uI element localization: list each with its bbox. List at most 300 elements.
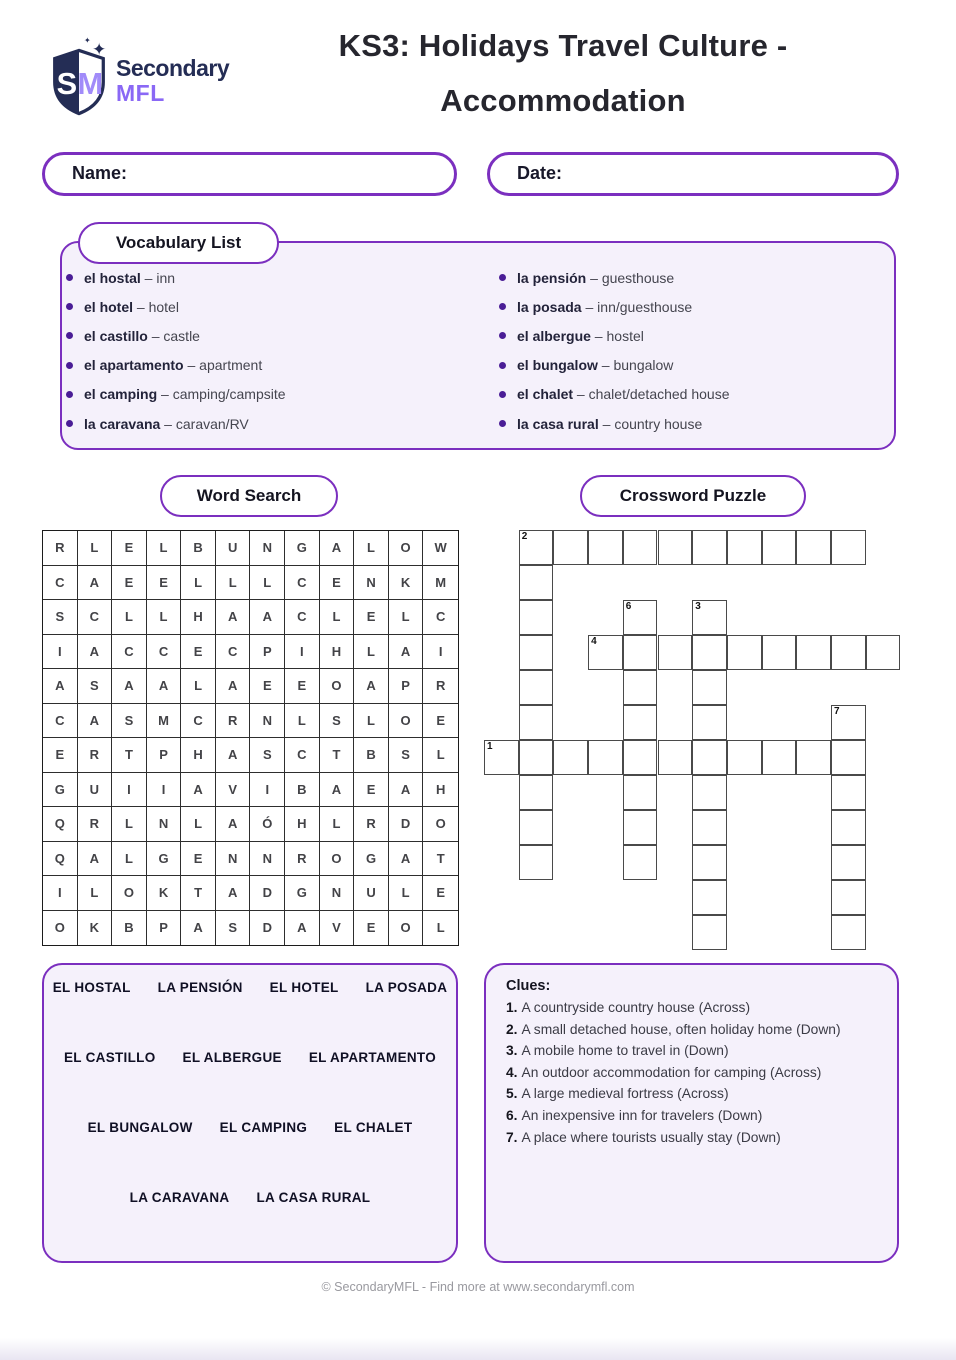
crossword-number: 7 [834, 706, 840, 717]
word-search-cell[interactable]: E [112, 531, 147, 566]
clues-box [484, 963, 899, 1263]
vocab-term: el hotel [84, 298, 134, 315]
crossword-cell[interactable] [553, 740, 588, 775]
word-search-cell[interactable]: V [320, 911, 355, 946]
crossword-cell[interactable] [727, 635, 762, 670]
clue-item [506, 1083, 877, 1105]
word-search-cell[interactable]: L [423, 738, 458, 773]
crossword-cell[interactable] [866, 635, 901, 670]
vocab-term: el camping [84, 386, 158, 403]
word-search-cell[interactable]: A [43, 669, 78, 704]
vocab-definition: inn/guesthouse [597, 298, 693, 315]
crossword-cell[interactable] [727, 740, 762, 775]
word-search-cell[interactable]: S [43, 600, 78, 635]
word-search-cell[interactable]: L [354, 704, 389, 739]
word-list-word: EL CAMPING [219, 1119, 308, 1135]
crossword-cell[interactable] [831, 530, 866, 565]
crossword-cell[interactable] [692, 915, 727, 950]
clue-item [506, 1019, 877, 1041]
name-field[interactable] [42, 152, 457, 196]
word-search-cell[interactable]: A [78, 842, 113, 877]
word-search-cell[interactable]: O [389, 531, 424, 566]
word-search-cell[interactable]: L [181, 566, 216, 601]
crossword-cell[interactable] [831, 740, 866, 775]
crossword-cell[interactable] [692, 600, 727, 635]
word-search-cell[interactable]: C [43, 704, 78, 739]
bullet-icon [499, 303, 506, 310]
word-search-cell[interactable]: A [354, 669, 389, 704]
date-field[interactable] [487, 152, 899, 196]
word-search-cell[interactable]: P [147, 911, 182, 946]
crossword-cell[interactable] [658, 635, 693, 670]
word-search-cell[interactable]: H [423, 773, 458, 808]
word-search-cell[interactable]: D [389, 807, 424, 842]
word-search-cell[interactable]: L [216, 566, 251, 601]
word-search-cell[interactable]: E [423, 704, 458, 739]
word-search-cell[interactable]: H [285, 807, 320, 842]
word-search-cell[interactable]: E [43, 738, 78, 773]
word-search-cell[interactable]: M [423, 566, 458, 601]
word-search-cell[interactable]: A [78, 566, 113, 601]
word-search-cell[interactable]: O [320, 842, 355, 877]
vocab-item [66, 380, 466, 409]
vocab-definition: guesthouse [601, 269, 675, 286]
word-search-cell[interactable]: R [354, 807, 389, 842]
word-search-cell[interactable]: O [389, 911, 424, 946]
word-search-cell[interactable]: C [285, 600, 320, 635]
bullet-icon [499, 274, 506, 281]
word-search-cell[interactable]: I [285, 635, 320, 670]
vocab-definition: castle [163, 327, 200, 344]
word-search-cell[interactable]: I [423, 635, 458, 670]
crossword-cell[interactable] [692, 810, 727, 845]
crossword-cell[interactable] [796, 530, 831, 565]
brand-secondary: MFL [116, 80, 165, 106]
crossword-cell[interactable] [692, 880, 727, 915]
clue-item [506, 1040, 877, 1062]
bullet-icon [66, 332, 73, 339]
word-search-cell[interactable]: I [112, 773, 147, 808]
bottom-accent-strip [0, 1338, 956, 1360]
word-search-cell[interactable]: V [216, 773, 251, 808]
crossword-cell[interactable] [519, 705, 554, 740]
word-search-cell[interactable]: Ó [250, 807, 285, 842]
crossword-cell[interactable] [623, 670, 658, 705]
clue-number: 3. [506, 1043, 518, 1059]
word-search-cell[interactable]: S [216, 911, 251, 946]
crossword-cell[interactable] [658, 530, 693, 565]
word-search-cell[interactable]: T [112, 738, 147, 773]
word-search-cell[interactable]: N [320, 876, 355, 911]
word-search-cell[interactable]: O [112, 876, 147, 911]
clue-item [506, 997, 877, 1019]
bullet-icon [66, 391, 73, 398]
crossword-cell[interactable] [692, 775, 727, 810]
vocab-definition: chalet/detached house [588, 386, 730, 403]
word-search-cell[interactable]: E [354, 911, 389, 946]
sparkle-small-icon: ✦ [84, 36, 91, 45]
vocab-separator: – [598, 415, 615, 432]
crossword-number: 6 [625, 601, 632, 612]
word-search-cell[interactable]: A [216, 738, 251, 773]
crossword-cell[interactable] [623, 705, 658, 740]
bullet-icon [66, 303, 73, 310]
word-search-cell[interactable]: L [389, 876, 424, 911]
word-list-row [44, 971, 456, 1003]
crossword-cell[interactable] [692, 530, 727, 565]
word-search-cell[interactable]: A [285, 911, 320, 946]
word-search-cell[interactable]: T [423, 842, 458, 877]
word-search-cell[interactable]: D [250, 911, 285, 946]
crossword-cell[interactable] [658, 740, 693, 775]
word-search-cell[interactable]: E [181, 842, 216, 877]
clue-number: 4. [506, 1064, 518, 1080]
crossword-cell[interactable] [484, 740, 519, 775]
clue-number: 1. [506, 1000, 518, 1015]
word-search-cell[interactable]: L [181, 669, 216, 704]
word-search-cell[interactable]: R [216, 704, 251, 739]
word-search-cell[interactable]: N [216, 842, 251, 877]
word-search-cell[interactable]: C [285, 566, 320, 601]
clue-number: 5. [506, 1086, 518, 1102]
word-search-cell[interactable]: E [423, 876, 458, 911]
word-search-cell[interactable]: O [320, 669, 355, 704]
crossword-cell[interactable] [623, 600, 658, 635]
crossword-cell[interactable] [623, 530, 658, 565]
crossword-cell[interactable] [519, 530, 554, 565]
clue-number: 6. [506, 1107, 518, 1123]
word-search-cell[interactable]: A [216, 669, 251, 704]
word-list-word: EL CASTILLO [63, 1049, 156, 1065]
word-search-cell[interactable]: I [43, 876, 78, 911]
word-search-cell[interactable]: K [78, 911, 113, 946]
clue-item [506, 1062, 877, 1084]
word-search-cell[interactable]: C [147, 635, 182, 670]
vocab-separator: – [590, 327, 607, 344]
word-search-cell[interactable]: H [181, 738, 216, 773]
word-list-word: LA CASA RURAL [256, 1189, 371, 1205]
crossword-cell[interactable] [692, 845, 727, 880]
vocab-definition: bungalow [613, 357, 674, 374]
word-search-cell[interactable]: L [112, 807, 147, 842]
word-search-cell[interactable]: E [112, 566, 147, 601]
clue-text: A place where tourists usually stay (Down) [521, 1129, 781, 1145]
crossword-cell[interactable] [727, 530, 762, 565]
word-search-cell[interactable]: G [285, 876, 320, 911]
word-search-cell[interactable]: A [112, 669, 147, 704]
word-search-cell[interactable]: K [147, 876, 182, 911]
crossword-cell[interactable] [553, 530, 588, 565]
word-search-cell[interactable]: S [250, 738, 285, 773]
word-search-cell[interactable]: S [112, 704, 147, 739]
word-search-cell[interactable]: O [423, 807, 458, 842]
word-search-cell[interactable]: L [147, 531, 182, 566]
crossword-cell[interactable] [692, 635, 727, 670]
word-search-cell[interactable]: U [354, 876, 389, 911]
word-search-cell[interactable]: C [216, 635, 251, 670]
crossword-cell[interactable] [519, 635, 554, 670]
word-search-cell[interactable]: P [250, 635, 285, 670]
crossword-cell[interactable] [831, 810, 866, 845]
bullet-icon [66, 274, 73, 281]
word-list-row [44, 1041, 456, 1073]
word-search-cell[interactable]: U [78, 773, 113, 808]
word-search-cell[interactable]: A [147, 669, 182, 704]
word-search-cell[interactable]: R [423, 669, 458, 704]
clue-text: An outdoor accommodation for camping (Across) [521, 1064, 822, 1080]
vocab-item [499, 351, 899, 380]
word-search-cell[interactable]: W [423, 531, 458, 566]
bullet-icon [66, 362, 73, 369]
crossword-cell[interactable] [519, 775, 554, 810]
vocab-term: el castillo [84, 327, 148, 344]
svg-text:S: S [56, 66, 78, 102]
word-search-cell[interactable]: A [181, 911, 216, 946]
word-search-cell[interactable]: A [389, 773, 424, 808]
word-search-cell[interactable]: B [181, 531, 216, 566]
word-search-cell[interactable]: C [423, 600, 458, 635]
word-search-cell[interactable]: N [354, 566, 389, 601]
clues-heading: Clues: [506, 978, 551, 994]
crossword-cell[interactable] [762, 635, 797, 670]
word-search-cell[interactable]: A [181, 773, 216, 808]
clue-text: An inexpensive inn for travelers (Down) [521, 1107, 763, 1123]
word-list-word: LA CARAVANA [129, 1189, 230, 1205]
word-search-cell[interactable]: N [147, 807, 182, 842]
vocab-definition: inn [156, 269, 176, 286]
word-search-cell[interactable]: B [112, 911, 147, 946]
vocab-separator: – [573, 386, 589, 403]
word-list-row [44, 1181, 456, 1213]
word-search-cell[interactable]: B [354, 738, 389, 773]
vocabulary-heading: Vocabulary List [78, 222, 279, 264]
crossword-cell[interactable] [796, 635, 831, 670]
word-list-word: LA POSADA [365, 979, 448, 995]
vocab-separator: – [586, 269, 602, 286]
word-search-cell[interactable]: A [216, 807, 251, 842]
vocabulary-list-right [499, 263, 899, 438]
vocab-separator: – [597, 357, 614, 374]
clue-text: A mobile home to travel in (Down) [521, 1043, 729, 1059]
bullet-icon [499, 332, 506, 339]
word-search-cell[interactable]: E [147, 566, 182, 601]
crossword-cell[interactable] [519, 670, 554, 705]
crossword-cell[interactable] [831, 635, 866, 670]
crossword-cell[interactable] [692, 740, 727, 775]
word-search-cell[interactable]: A [216, 876, 251, 911]
word-search-cell[interactable]: A [78, 635, 113, 670]
word-search-cell[interactable]: G [354, 842, 389, 877]
crossword-cell[interactable] [519, 600, 554, 635]
word-search-cell[interactable]: R [78, 738, 113, 773]
page-title [230, 18, 896, 128]
word-list-word: EL HOTEL [269, 979, 339, 995]
word-search-cell[interactable]: G [43, 773, 78, 808]
brand-primary: Secondary [116, 55, 230, 81]
vocab-separator: – [581, 298, 598, 315]
crossword-cell[interactable] [796, 740, 831, 775]
crossword-grid [484, 530, 904, 950]
page-title-line2: Accommodation [440, 83, 686, 118]
word-search-cell[interactable]: A [389, 842, 424, 877]
clue-item [506, 1105, 877, 1127]
crossword-cell[interactable] [519, 810, 554, 845]
word-search-cell[interactable]: T [320, 738, 355, 773]
word-search-cell[interactable]: L [436, 920, 445, 936]
crossword-cell[interactable] [623, 810, 658, 845]
crossword-cell[interactable] [588, 635, 623, 670]
page-title-line1: KS3: Holidays Travel Culture - [338, 28, 788, 63]
word-search-cell[interactable]: L [181, 807, 216, 842]
crossword-cell[interactable] [831, 775, 866, 810]
word-search-cell[interactable]: E [181, 635, 216, 670]
word-search-cell[interactable]: Q [43, 842, 78, 877]
word-search-cell[interactable]: E [354, 600, 389, 635]
crossword-cell[interactable] [762, 740, 797, 775]
word-search-cell[interactable]: S [78, 669, 113, 704]
word-search-cell[interactable]: L [112, 842, 147, 877]
word-search-cell[interactable]: S [320, 704, 355, 739]
word-search-cell[interactable]: R [43, 531, 78, 566]
name-label: Name: [72, 163, 128, 183]
crossword-number: 4 [591, 636, 597, 647]
vocabulary-list-left [66, 263, 466, 438]
vocab-definition: apartment [199, 357, 263, 374]
word-search-cell[interactable]: H [320, 635, 355, 670]
word-search-cell[interactable]: I [250, 773, 285, 808]
crossword-cell[interactable] [831, 880, 866, 915]
word-search-cell[interactable]: C [181, 704, 216, 739]
word-list-word: EL HOSTAL [52, 979, 131, 995]
word-search-cell[interactable]: M [147, 704, 182, 739]
word-list-word: EL CHALET [334, 1119, 413, 1135]
word-search-cell[interactable]: Q [43, 807, 78, 842]
footer-text: © SecondaryMFL - Find more at www.secondarymfl.com [321, 1280, 635, 1294]
vocab-term: la pensión [517, 269, 587, 286]
word-search-cell[interactable]: L [78, 876, 113, 911]
crossword-cell[interactable] [762, 530, 797, 565]
crossword-cell[interactable] [692, 705, 727, 740]
word-search-cell[interactable]: L [285, 704, 320, 739]
word-list-word: EL BUNGALOW [87, 1119, 193, 1135]
word-search-cell[interactable]: I [147, 773, 182, 808]
word-search-cell[interactable]: C [43, 566, 78, 601]
vocab-separator: – [140, 269, 157, 286]
word-search-cell[interactable]: R [285, 842, 320, 877]
word-search-cell[interactable]: H [181, 600, 216, 635]
bullet-icon [499, 420, 506, 427]
vocab-separator: – [160, 415, 176, 432]
word-search-cell[interactable]: A [250, 600, 285, 635]
vocab-term: la casa rural [517, 415, 599, 432]
word-search-cell[interactable]: C [78, 600, 113, 635]
word-search-cell[interactable]: B [285, 773, 320, 808]
vocab-separator: – [157, 386, 173, 403]
crossword-number: 3 [695, 601, 701, 612]
word-search-cell[interactable]: L [147, 600, 182, 635]
word-search-cell[interactable]: U [216, 531, 251, 566]
word-search-cell[interactable]: G [147, 842, 182, 877]
word-search-cell[interactable]: E [285, 669, 320, 704]
word-search-cell[interactable]: S [389, 738, 424, 773]
date-label: Date: [517, 163, 563, 183]
vocab-definition: caravan/RV [175, 415, 249, 432]
vocab-term: la posada [517, 298, 582, 315]
crossword-cell[interactable] [519, 740, 554, 775]
vocab-term: el bungalow [517, 357, 598, 374]
word-search-cell[interactable]: L [354, 531, 389, 566]
word-search-cell[interactable]: I [43, 635, 78, 670]
word-list-word: LA PENSIÓN [157, 979, 243, 995]
crossword-cell[interactable] [831, 845, 866, 880]
word-search-cell[interactable]: E [250, 669, 285, 704]
word-search-cell[interactable]: A [389, 635, 424, 670]
crossword-cell[interactable] [623, 635, 658, 670]
crossword-cell[interactable] [623, 775, 658, 810]
word-search-cell[interactable]: N [250, 704, 285, 739]
word-search-cell[interactable]: P [389, 669, 424, 704]
sparkle-icon: ✦ [92, 40, 107, 59]
word-search-cell[interactable]: L [354, 635, 389, 670]
word-search-cell[interactable]: E [320, 566, 355, 601]
word-search-cell[interactable]: G [285, 531, 320, 566]
word-list-word: EL APARTAMENTO [308, 1049, 437, 1065]
crossword-cell[interactable] [831, 705, 866, 740]
word-search-cell[interactable]: L [320, 600, 355, 635]
crossword-number: 2 [521, 531, 528, 542]
vocab-definition: hotel [148, 298, 179, 315]
crossword-cell[interactable] [623, 845, 658, 880]
word-search-cell[interactable]: A [320, 773, 355, 808]
word-search-cell[interactable]: L [389, 600, 424, 635]
word-search-cell[interactable]: C [112, 635, 147, 670]
word-search-cell[interactable]: A [216, 600, 251, 635]
word-search-cell[interactable]: A [320, 531, 355, 566]
word-search-cell[interactable]: L [112, 600, 147, 635]
clue-text: A small detached house, often holiday home (Down) [521, 1021, 841, 1037]
word-search-cell[interactable]: C [285, 738, 320, 773]
word-search-cell[interactable]: N [250, 842, 285, 877]
word-search-cell[interactable]: D [250, 876, 285, 911]
crossword-cell[interactable] [831, 915, 866, 950]
word-search-cell[interactable]: K [389, 566, 424, 601]
word-search-cell[interactable]: T [181, 876, 216, 911]
bullet-icon [66, 420, 73, 427]
word-search-cell[interactable]: O [43, 911, 78, 946]
crossword-cell[interactable] [519, 565, 554, 600]
word-search-cell[interactable]: L [78, 531, 113, 566]
crossword-cell[interactable] [588, 530, 623, 565]
word-search-cell[interactable]: O [389, 704, 424, 739]
bullet-icon [499, 391, 506, 398]
crossword-cell[interactable] [519, 845, 554, 880]
crossword-number: 1 [487, 741, 493, 752]
word-search-cell[interactable]: E [354, 773, 389, 808]
vocab-item [499, 292, 899, 321]
word-search-cell[interactable]: N [250, 531, 285, 566]
word-search-cell[interactable]: L [320, 807, 355, 842]
word-search-cell[interactable]: L [250, 566, 285, 601]
brand-name [116, 56, 229, 106]
crossword-cell[interactable] [588, 740, 623, 775]
word-search-cell[interactable]: P [147, 738, 182, 773]
vocab-term: el chalet [517, 386, 574, 403]
crossword-cell[interactable] [692, 670, 727, 705]
vocab-term: el albergue [517, 327, 591, 344]
word-search-cell[interactable]: R [78, 807, 113, 842]
word-search-cell[interactable]: A [78, 704, 113, 739]
crossword-cell[interactable] [623, 740, 658, 775]
